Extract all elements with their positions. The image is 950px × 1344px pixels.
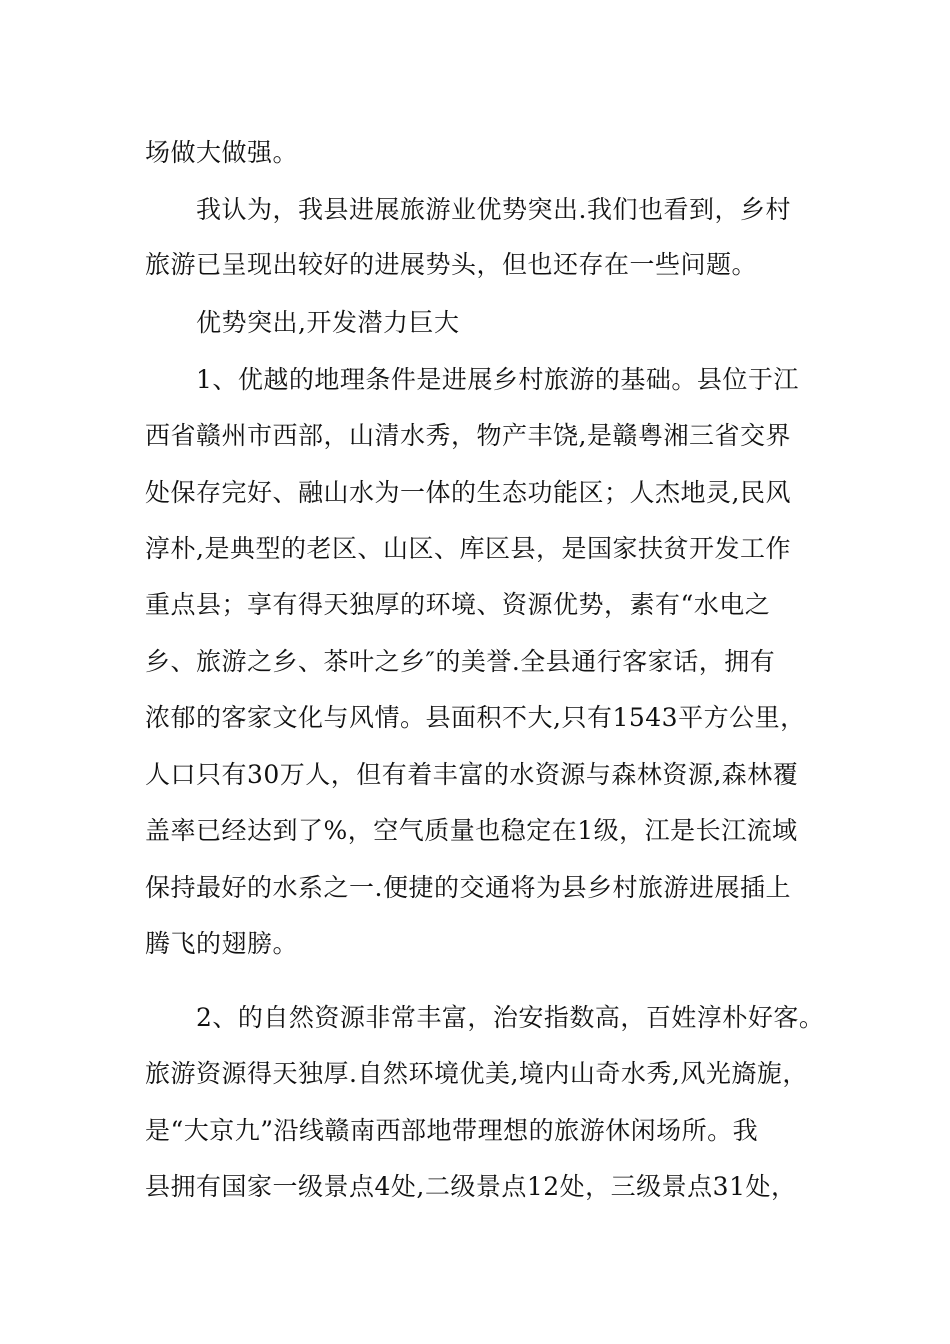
text-line: 人口只有30万人，但有着丰富的水资源与森林资源,森林覆 — [145, 760, 799, 789]
text-line: 旅游已呈现出较好的进展势头，但也还存在一些问题。 — [145, 250, 758, 279]
text-line: 重点县；享有得天独厚的环境、资源优势，素有“水电之 — [145, 590, 771, 619]
text-line: 是“大京九”沿线赣南西部地带理想的旅游休闲场所。我 — [145, 1116, 759, 1145]
text-line: 保持最好的水系之一.便捷的交通将为县乡村旅游进展插上 — [145, 873, 791, 902]
text-line: 县拥有国家一级景点4处,二级景点12处，三级景点31处， — [145, 1172, 797, 1201]
text-line: 2、的自然资源非常丰富，治安指数高，百姓淳朴好客。 — [196, 1003, 825, 1032]
text-line: 盖率已经达到了%，空气质量也稳定在1级，江是长江流域 — [145, 816, 798, 845]
section-heading: 优势突出,开发潜力巨大 — [196, 308, 460, 337]
text-line: 处保存完好、融山水为一体的生态功能区；人杰地灵,民风 — [145, 478, 791, 507]
text-line: 我认为，我县进展旅游业优势突出.我们也看到，乡村 — [196, 195, 791, 224]
text-line: 旅游资源得天独厚.自然环境优美,境内山奇水秀,风光旖旎， — [145, 1059, 808, 1088]
text-line: 腾飞的翅膀。 — [145, 929, 299, 958]
text-line: 1、优越的地理条件是进展乡村旅游的基础。县位于江 — [196, 365, 799, 394]
text-line: 淳朴,是典型的老区、山区、库区县，是国家扶贫开发工作 — [145, 534, 791, 563]
text-line: 西省赣州市西部，山清水秀，物产丰饶,是赣粤湘三省交界 — [145, 421, 791, 450]
text-line: 乡、旅游之乡、茶叶之乡″的美誉.全县通行客家话，拥有 — [145, 647, 776, 676]
text-line: 浓郁的客家文化与风情。县面积不大,只有1543平方公里， — [145, 703, 806, 732]
text-line: 场做大做强。 — [145, 138, 299, 167]
